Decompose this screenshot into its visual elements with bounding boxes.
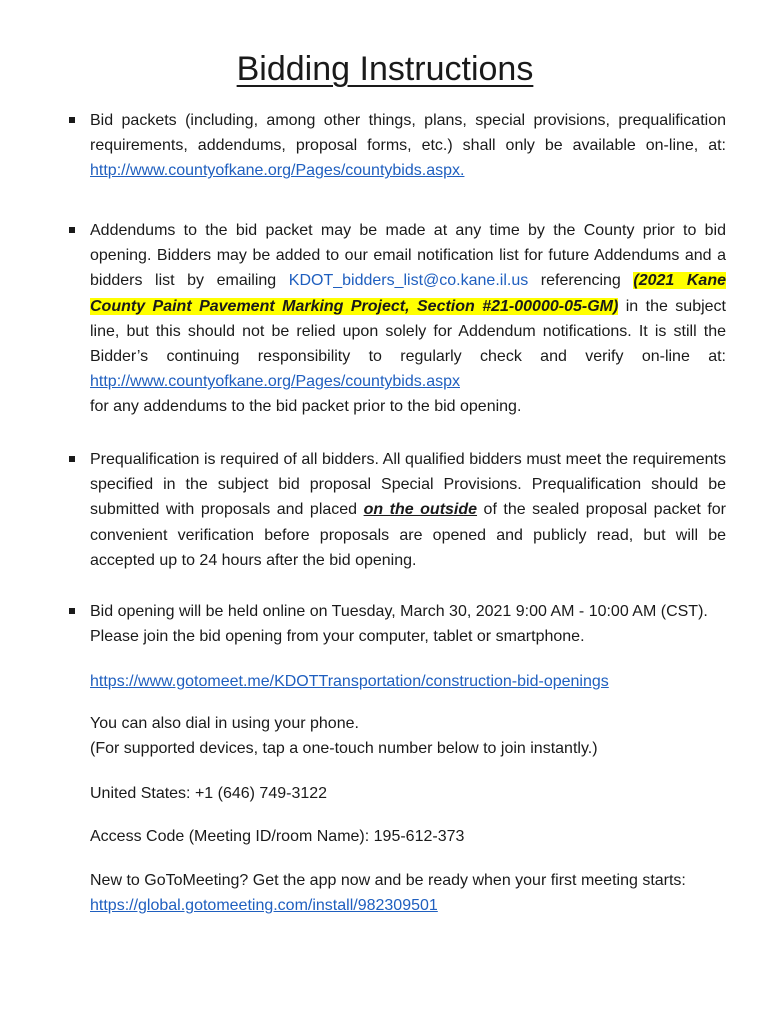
meeting-link-paragraph: [90, 669, 730, 694]
dial-in-paragraph: [90, 711, 730, 761]
bullet-icon: [69, 227, 75, 233]
addendums-text-1: Addendums to the bid packet may be made at any time by the County prior to bid opening. Bidders may be added to our email notification list for future Addendums and a bidders list by emailing: [90, 222, 726, 290]
page-title: Bidding Instructions: [236, 50, 534, 88]
bullet-icon: [69, 117, 75, 123]
bullet-prequalification: [90, 447, 726, 573]
phone-number: United States: +1 (646) 749-3122: [90, 785, 328, 802]
countybids-link-2[interactable]: http://www.countyofkane.org/Pages/countybids.aspx: [90, 373, 460, 391]
phone-paragraph: [90, 781, 730, 806]
dial-in-line-2: (For supported devices, tap a one-touch number below to join instantly.): [90, 740, 598, 758]
addendums-text-3: in the subject line, but this should not be relied upon solely for Addendum notifications. It is still the Bidder’s continuing responsibility to regularly check and verify on-line at:: [90, 297, 727, 366]
bullet-icon: [69, 608, 75, 614]
new-user-paragraph: [90, 868, 710, 918]
project-reference-highlight: (2021 Kane County Paint Pavement Marking Project, Section #21-00000-05-GM): [90, 272, 726, 315]
gotomeeting-install-link[interactable]: https://global.gotomeeting.com/install/982309501: [90, 897, 438, 915]
addendums-text-4: for any addendums to the bid packet prior to the bid opening.: [90, 398, 522, 416]
on-the-outside-emphasis: on the outside: [363, 501, 478, 519]
prequalification-text-2: of the sealed proposal packet for convenient verification before proposals are opened and publicly read, but will be accepted up to 24 hours after the bid opening.: [90, 501, 726, 569]
bullet-bid-opening: [90, 599, 726, 649]
bidders-email-link[interactable]: KDOT_bidders_list@co.kane.il.us: [288, 272, 529, 290]
bid-opening-text: Bid opening will be held online on Tuesday, March 30, 2021 9:00 AM - 10:00 AM (CST). Please join the bid opening from your computer, tablet or smartphone.: [90, 603, 708, 646]
prequalification-text-1: Prequalification is required of all bidders. All qualified bidders must meet the requirements specified in the subject bid proposal Special Provisions. Prequalification should be submitted with proposals and placed: [90, 451, 726, 519]
access-code-paragraph: [90, 824, 730, 849]
addendums-text-2: referencing: [528, 272, 634, 290]
dial-in-line-1: You can also dial in using your phone.: [90, 715, 359, 732]
bullet-icon: [69, 456, 75, 462]
bid-packets-text: Bid packets (including, among other things, plans, special provisions, prequalification requirements, addendums, proposal forms, etc.) shall only be available on-line, at:: [90, 112, 726, 155]
new-user-text: New to GoToMeeting? Get the app now and be ready when your first meeting starts:: [90, 872, 686, 889]
bullet-bid-packets: [90, 108, 726, 184]
access-code: Access Code (Meeting ID/room Name): 195-612-373: [90, 828, 465, 845]
countybids-link[interactable]: http://www.countyofkane.org/Pages/countybids.aspx.: [90, 162, 465, 180]
bullet-addendums: [90, 218, 726, 420]
gotomeet-link[interactable]: https://www.gotomeet.me/KDOTTransportation/construction-bid-openings: [90, 673, 609, 690]
